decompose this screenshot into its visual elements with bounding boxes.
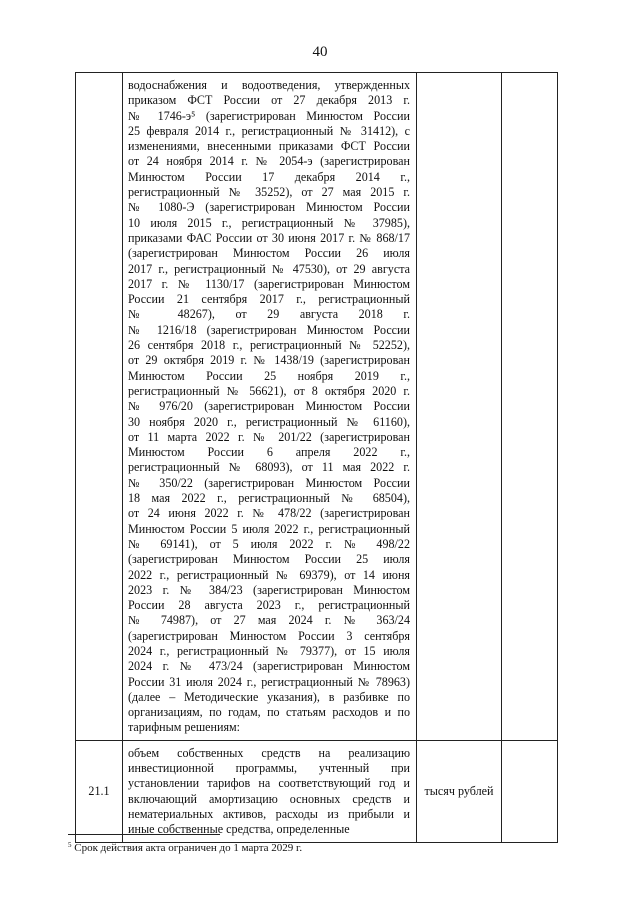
text-line: 2022 г., регистрационный № 69379), от 14 июня <box>128 567 410 582</box>
text-line: тарифным решениям: <box>128 720 241 735</box>
text-line: установлении тарифов на соответствующий год и <box>128 776 410 791</box>
text-line: № 74987), от 27 мая 2024 г. № 363/24 <box>128 613 410 628</box>
text-line: регистрационный № 56621), от 8 октября 2020 г. <box>128 383 410 398</box>
text-line: (зарегистрирован Минюстом России 3 сентября <box>128 628 410 643</box>
table-row <box>76 740 558 842</box>
text-line: объем собственных средств на реализацию <box>128 745 410 760</box>
text-line: Минюстом России 6 апреля 2022 г., <box>128 445 410 460</box>
text-line: № 1746-э⁵ (зарегистрирован Минюстом России <box>128 108 410 123</box>
text-line: России 28 августа 2023 г., регистрационный <box>128 598 410 613</box>
text-line: от 29 октября 2019 г. № 1438/19 (зарегистрирован <box>128 353 410 368</box>
text-line: 26 сентября 2018 г., регистрационный № 52252), <box>128 338 410 353</box>
text-line: № 1080-Э (зарегистрирован Минюстом России <box>128 200 410 215</box>
text-line: от 24 июня 2022 г. № 478/22 (зарегистрирован <box>128 506 410 521</box>
footnote <box>68 841 302 854</box>
value-cell <box>502 73 558 741</box>
row-text-cell <box>123 73 417 741</box>
text-line: России 21 сентября 2017 г., регистрационный <box>128 292 410 307</box>
text-line: Минюстом России 25 ноября 2019 г., <box>128 368 410 383</box>
text-line: Минюстом России 5 июля 2022 г., регистрационный <box>128 521 410 536</box>
text-line: № 350/22 (зарегистрирован Минюстом России <box>128 475 410 490</box>
unit-cell: тысяч рублей <box>417 740 502 842</box>
footnote-text: Срок действия акта ограничен до 1 марта 2029 г. <box>74 842 303 854</box>
text-line: 10 июля 2015 г., регистрационный № 37985), <box>128 215 410 230</box>
row-number-cell: 21.1 <box>76 740 123 842</box>
text-line: организациям, по годам, по статьям расходов и по <box>128 705 410 720</box>
text-line: включающий амортизацию основных средств и <box>128 791 410 806</box>
text-line: № 48267), от 29 августа 2018 г. <box>128 307 410 322</box>
text-line: инвестиционной программы, учтенный при <box>128 761 410 776</box>
text-line: (зарегистрирован Минюстом России 25 июля <box>128 552 410 567</box>
page-number: 40 <box>312 44 328 60</box>
regulation-table <box>75 72 558 843</box>
value-cell <box>502 740 558 842</box>
unit-cell <box>417 73 502 741</box>
text-line: 2024 г., регистрационный № 79377), от 15 июля <box>128 643 410 658</box>
text-line: приказами ФАС России от 30 июня 2017 г. № 868/17 <box>128 230 410 245</box>
text-line: регистрационный № 35252), от 27 мая 2015 г. <box>128 185 410 200</box>
footnote-divider <box>68 834 220 835</box>
text-line: от 11 марта 2022 г. № 201/22 (зарегистрирован <box>128 429 410 444</box>
text-line: № 1216/18 (зарегистрирован Минюстом России <box>128 322 410 337</box>
text-line: 25 февраля 2014 г., регистрационный № 31412), с <box>128 123 410 138</box>
text-line: изменениями, внесенными приказами ФСТ России <box>128 139 410 154</box>
text-line: № 976/20 (зарегистрирован Минюстом России <box>128 399 410 414</box>
text-line: 18 мая 2022 г., регистрационный № 68504), <box>128 491 410 506</box>
text-line: 2024 г. № 473/24 (зарегистрирован Минюстом <box>128 659 410 674</box>
text-line: Минюстом России 17 декабря 2014 г., <box>128 169 410 184</box>
footnote-mark: 5 <box>68 841 72 849</box>
table-row <box>76 73 558 741</box>
text-line: приказом ФСТ России от 27 декабря 2013 г. <box>128 93 410 108</box>
text-line: от 24 ноября 2014 г. № 2054-э (зарегистрирован <box>128 154 410 169</box>
text-line: нематериальных активов, расходы из прибыли и <box>128 806 410 821</box>
text-line: (зарегистрирован Минюстом России 26 июля <box>128 246 410 261</box>
text-line: (далее – Методические указания), в разбивке по <box>128 689 410 704</box>
row-text-cell <box>123 740 417 842</box>
text-line: 2017 г., регистрационный № 47530), от 29 августа <box>128 261 410 276</box>
text-line: № 69141), от 5 июля 2022 г. № 498/22 <box>128 536 410 551</box>
text-line: водоснабжения и водоотведения, утвержденных <box>128 78 410 92</box>
text-line: иные собственные средства, определенные <box>128 822 350 837</box>
text-line: 30 ноября 2020 г., регистрационный № 61160), <box>128 414 410 429</box>
text-line: 2023 г. № 384/23 (зарегистрирован Минюстом <box>128 582 410 597</box>
row-number-cell <box>76 73 123 741</box>
text-line: регистрационный № 68093), от 11 мая 2022 г. <box>128 460 410 475</box>
text-line: 2017 г. № 1130/17 (зарегистрирован Минюстом <box>128 276 410 291</box>
text-line: России 31 июля 2024 г., регистрационный № 78963) <box>128 674 410 689</box>
